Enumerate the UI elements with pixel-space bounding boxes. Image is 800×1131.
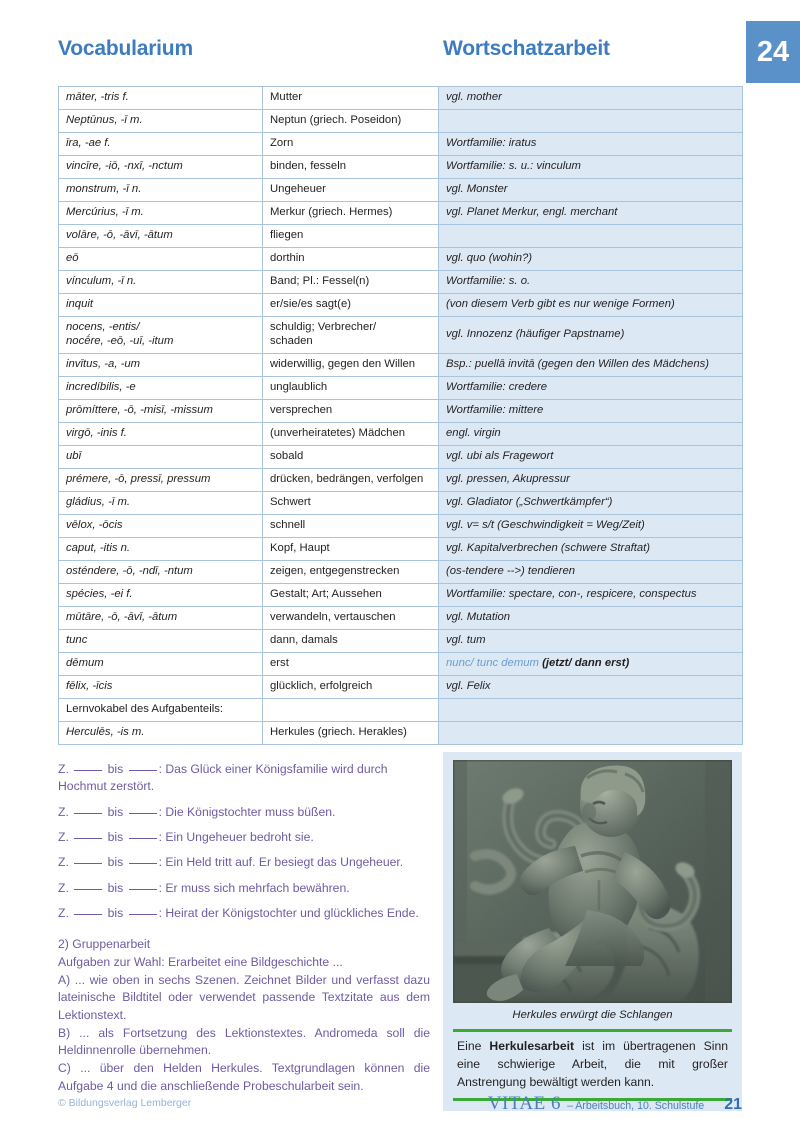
vocabulary-row bbox=[59, 376, 743, 399]
vocab-latin-cell: incredíbilis, -e bbox=[59, 376, 263, 399]
group-work-block bbox=[58, 936, 430, 1095]
vocab-latin-cell: vincīre, -iō, -nxī, -nctum bbox=[59, 156, 263, 179]
vocab-note-cell: vgl. v= s/t (Geschwindigkeit = Weg/Zeit) bbox=[439, 514, 743, 537]
task-line bbox=[58, 853, 430, 871]
vocab-note-cell: Wortfamilie: credere bbox=[439, 376, 743, 399]
vocab-note-cell: Wortfamilie: spectare, con-, respicere, conspectus bbox=[439, 583, 743, 606]
vocab-latin-cell: Mercúrius, -ī m. bbox=[59, 202, 263, 225]
vocab-german-cell: dorthin bbox=[263, 248, 439, 271]
vocab-note-cell bbox=[439, 652, 743, 675]
vocabulary-row bbox=[59, 271, 743, 294]
vocabulary-row bbox=[59, 698, 743, 721]
task-line-middle: bis bbox=[104, 804, 127, 819]
task-line bbox=[58, 879, 430, 897]
group-work-option-c: C) ... über den Helden Herkules. Textgrundlagen können die Aufgabe 4 und die anschließende Probeschularbeit sein. bbox=[58, 1061, 430, 1093]
vocab-german-cell: Kopf, Haupt bbox=[263, 537, 439, 560]
task-line-prefix: Z. bbox=[58, 905, 69, 920]
vocab-latin-cell: volāre, -ō, -āvī, -ātum bbox=[59, 225, 263, 248]
footer-copyright: © Bildungsverlag Lemberger bbox=[58, 1097, 192, 1109]
vocab-latin-cell: Herculēs, -is m. bbox=[59, 721, 263, 744]
vocab-latin-cell: fēlix, -īcis bbox=[59, 675, 263, 698]
vocab-latin-cell: tunc bbox=[59, 629, 263, 652]
vocab-german-cell: er/sie/es sagt(e) bbox=[263, 294, 439, 317]
vocab-latin-cell: monstrum, -ī n. bbox=[59, 179, 263, 202]
vocab-note-cell: vgl. Planet Merkur, engl. merchant bbox=[439, 202, 743, 225]
task-line-middle: bis bbox=[104, 762, 127, 776]
vocab-note-cell: vgl. Felix bbox=[439, 675, 743, 698]
illustration-panel bbox=[443, 752, 742, 1111]
vocab-latin-cell: vēlox, -ōcis bbox=[59, 514, 263, 537]
vocab-note-cell: engl. virgin bbox=[439, 422, 743, 445]
task-line bbox=[58, 760, 430, 796]
vocabulary-row bbox=[59, 87, 743, 110]
task-line bbox=[58, 904, 430, 922]
task-blank-from[interactable] bbox=[74, 853, 102, 864]
vocab-german-cell: schnell bbox=[263, 514, 439, 537]
vocab-german-cell: Gestalt; Art; Aussehen bbox=[263, 583, 439, 606]
group-work-option-b: B) ... als Fortsetzung des Lektionstextes. Andromeda soll die Heldinnenrolle übernehmen. bbox=[58, 1025, 430, 1058]
vocabulary-row bbox=[59, 422, 743, 445]
vocab-german-cell: erst bbox=[263, 652, 439, 675]
vocab-german-cell: drücken, bedrängen, verfolgen bbox=[263, 468, 439, 491]
vocab-note-cell: (von diesem Verb gibt es nur wenige Formen) bbox=[439, 294, 743, 317]
page-title-latin: Vocabularium bbox=[58, 37, 193, 60]
group-work-intro: Aufgaben zur Wahl: Erarbeitet eine Bildgeschichte ... bbox=[58, 954, 343, 969]
vocab-note-cell: Wortfamilie: iratus bbox=[439, 133, 743, 156]
task-blank-to[interactable] bbox=[129, 828, 157, 839]
vocab-german-cell: unglaublich bbox=[263, 376, 439, 399]
vocab-note-bold: (jetzt/ dann erst) bbox=[542, 657, 630, 670]
task-line-prefix: Z. bbox=[58, 880, 69, 895]
task-blank-to[interactable] bbox=[129, 760, 157, 771]
vocabulary-row bbox=[59, 445, 743, 468]
vocab-german-cell: widerwillig, gegen den Willen bbox=[263, 353, 439, 376]
vocab-german-cell: schuldig; Verbrecher/ schaden bbox=[263, 317, 439, 354]
vocab-german-cell: glücklich, erfolgreich bbox=[263, 675, 439, 698]
task-line-middle: bis bbox=[104, 855, 127, 870]
vocab-german-cell: Ungeheuer bbox=[263, 179, 439, 202]
vocabulary-row bbox=[59, 675, 743, 698]
vocab-note-cell: vgl. mother bbox=[439, 87, 743, 110]
task-line-prefix: Z. bbox=[58, 855, 69, 870]
vocab-latin-cell: ubī bbox=[59, 445, 263, 468]
vocabulary-row bbox=[59, 606, 743, 629]
relief-hercules-strangling-snakes bbox=[453, 760, 732, 1003]
task-blank-from[interactable] bbox=[74, 828, 102, 839]
vocab-german-cell: versprechen bbox=[263, 399, 439, 422]
task-line-text: : Das Glück einer Königsfamilie wird durch Hochmut zerstört. bbox=[58, 762, 388, 794]
info-box-before: Eine bbox=[457, 1039, 490, 1053]
task-line-text: : Ein Ungeheuer bedroht sie. bbox=[158, 829, 314, 844]
vocab-latin-cell: māter, -tris f. bbox=[59, 87, 263, 110]
vocab-german-cell: (unverheiratetes) Mädchen bbox=[263, 422, 439, 445]
vocabulary-row bbox=[59, 468, 743, 491]
task-line-text: : Er muss sich mehrfach bewähren. bbox=[158, 880, 350, 895]
vocab-note-cell: vgl. tum bbox=[439, 629, 743, 652]
vocab-latin-cell: īra, -ae f. bbox=[59, 133, 263, 156]
vocab-german-cell: Neptun (griech. Poseidon) bbox=[263, 110, 439, 133]
vocab-german-cell: zeigen, entgegenstrecken bbox=[263, 560, 439, 583]
vocab-latin-cell: osténdere, -ō, -ndī, -ntum bbox=[59, 560, 263, 583]
vocab-latin-cell: nocens, -entis/ nocḗre, -eō, -uī, -itum bbox=[59, 317, 263, 354]
info-box-after: ist im übertragenen Sinn eine schwierige Arbeit, die mit großer Anstrengung bewältigt werden kann. bbox=[457, 1039, 728, 1089]
task-blank-from[interactable] bbox=[74, 904, 102, 915]
group-work-heading: 2) Gruppenarbeit bbox=[58, 937, 151, 952]
vocab-latin-cell: gládius, -ī m. bbox=[59, 491, 263, 514]
vocab-latin-cell: spécies, -ei f. bbox=[59, 583, 263, 606]
lesson-number-badge: 24 bbox=[746, 21, 800, 83]
vocab-note-cell bbox=[439, 698, 743, 721]
vocab-note-cell bbox=[439, 225, 743, 248]
vocab-german-cell: Mutter bbox=[263, 87, 439, 110]
task-line-text: : Ein Held tritt auf. Er besiegt das Ungeheuer. bbox=[158, 855, 404, 870]
vocab-latin-cell: virgō, -inis f. bbox=[59, 422, 263, 445]
vocabulary-row bbox=[59, 652, 743, 675]
group-work-option-a: A) ... wie oben in sechs Szenen. Zeichnet Bilder und verfasst dazu lateinische Bildtitel oder verwendet passende Textzitate aus dem Lektionstext. bbox=[58, 972, 430, 1023]
task-line-prefix: Z. bbox=[58, 804, 69, 819]
task-line-text: : Die Königstochter muss büßen. bbox=[158, 804, 336, 819]
task-line-prefix: Z. bbox=[58, 762, 69, 776]
task-line bbox=[58, 803, 430, 821]
task-blank-from[interactable] bbox=[74, 803, 102, 814]
vocab-german-cell-line2: schaden bbox=[270, 335, 313, 348]
vocab-note-cell: Bsp.: puellā invitā (gegen den Willen des Mädchens) bbox=[439, 353, 743, 376]
vocabulary-row bbox=[59, 721, 743, 744]
vocab-latin-cell: eō bbox=[59, 248, 263, 271]
task-blank-to[interactable] bbox=[129, 853, 157, 864]
vocabulary-row bbox=[59, 514, 743, 537]
vocab-note-cell: vgl. quo (wohin?) bbox=[439, 248, 743, 271]
vocab-note-cell: Wortfamilie: s. u.: vinculum bbox=[439, 156, 743, 179]
vocabulary-row bbox=[59, 248, 743, 271]
task-line-middle: bis bbox=[104, 880, 127, 895]
vocab-german-cell: Herkules (griech. Herakles) bbox=[263, 721, 439, 744]
page-title-german: Wortschatzarbeit bbox=[443, 37, 610, 60]
vocab-note-cell bbox=[439, 721, 743, 744]
task-line-text: : Heirat der Königstochter und glückliches Ende. bbox=[158, 905, 419, 920]
task-blank-to[interactable] bbox=[129, 879, 157, 890]
vocab-latin-cell: caput, -itis n. bbox=[59, 537, 263, 560]
vocab-note-cell: vgl. Mutation bbox=[439, 606, 743, 629]
task-line-list bbox=[58, 760, 430, 922]
page-footer bbox=[0, 1093, 800, 1117]
footer-series-subtitle: – Arbeitsbuch, 10. Schulstufe bbox=[566, 1100, 705, 1112]
vocab-german-cell: Merkur (griech. Hermes) bbox=[263, 202, 439, 225]
vocabulary-row bbox=[59, 156, 743, 179]
vocab-latin-cell: prōmíttere, -ō, -misī, -missum bbox=[59, 399, 263, 422]
vocab-german-cell: sobald bbox=[263, 445, 439, 468]
task-line-middle: bis bbox=[104, 905, 127, 920]
vocab-latin-cell: invītus, -a, -um bbox=[59, 353, 263, 376]
vocab-note-cell: (os-tendere -->) tendieren bbox=[439, 560, 743, 583]
footer-series-block bbox=[488, 1093, 742, 1115]
vocabulary-row bbox=[59, 179, 743, 202]
vocab-note-accent: nunc/ tunc demum bbox=[446, 657, 543, 670]
vocabulary-table bbox=[58, 86, 743, 745]
page-header bbox=[0, 0, 800, 86]
vocab-latin-cell: inquit bbox=[59, 294, 263, 317]
vocab-note-cell: vgl. pressen, Akupressur bbox=[439, 468, 743, 491]
vocabulary-row bbox=[59, 317, 743, 354]
footer-series-title: VITAE 6 bbox=[487, 1093, 561, 1114]
vocab-note-cell: vgl. Kapitalverbrechen (schwere Straftat) bbox=[439, 537, 743, 560]
vocabulary-row bbox=[59, 202, 743, 225]
task-line bbox=[58, 828, 430, 846]
vocabulary-row bbox=[59, 560, 743, 583]
vocab-note-cell: vgl. Monster bbox=[439, 179, 743, 202]
vocab-latin-cell: Lernvokabel des Aufgabenteils: bbox=[59, 698, 263, 721]
vocabulary-table-body bbox=[59, 87, 743, 745]
vocab-latin-cell-line2: nocḗre, -eō, -uī, -itum bbox=[66, 335, 174, 348]
image-caption: Herkules erwürgt die Schlangen bbox=[512, 1009, 673, 1021]
vocab-latin-cell: mūtāre, -ō, -āvī, -ātum bbox=[59, 606, 263, 629]
vocab-note-cell: vgl. ubi als Fragewort bbox=[439, 445, 743, 468]
task-blank-to[interactable] bbox=[129, 803, 157, 814]
vocab-note-cell: vgl. Gladiator („Schwertkämpfer“) bbox=[439, 491, 743, 514]
footer-page-number: 21 bbox=[724, 1096, 742, 1113]
vocabulary-row bbox=[59, 537, 743, 560]
task-line-prefix: Z. bbox=[58, 829, 69, 844]
vocabulary-row bbox=[59, 294, 743, 317]
vocab-latin-cell: dēmum bbox=[59, 652, 263, 675]
vocabulary-row bbox=[59, 133, 743, 156]
task-blank-from[interactable] bbox=[74, 879, 102, 890]
info-box-keyword: Herkulesarbeit bbox=[489, 1039, 575, 1053]
vocabulary-row bbox=[59, 110, 743, 133]
vocab-german-cell: fliegen bbox=[263, 225, 439, 248]
exercise-column bbox=[58, 760, 430, 1095]
vocab-note-cell bbox=[439, 110, 743, 133]
task-blank-from[interactable] bbox=[74, 760, 102, 771]
vocab-german-cell: Schwert bbox=[263, 491, 439, 514]
vocabulary-row bbox=[59, 399, 743, 422]
vocabulary-row bbox=[59, 353, 743, 376]
task-blank-to[interactable] bbox=[129, 904, 157, 915]
vocab-latin-cell: vínculum, -ī n. bbox=[59, 271, 263, 294]
vocab-latin-cell: prémere, -ō, pressī, pressum bbox=[59, 468, 263, 491]
vocabulary-row bbox=[59, 629, 743, 652]
task-line-middle: bis bbox=[104, 829, 127, 844]
vocab-german-cell bbox=[263, 698, 439, 721]
vocabulary-row bbox=[59, 583, 743, 606]
vocab-german-cell: dann, damals bbox=[263, 629, 439, 652]
vocab-german-cell: binden, fesseln bbox=[263, 156, 439, 179]
info-box-herkulesarbeit bbox=[453, 1029, 732, 1101]
vocab-german-cell: Band; Pl.: Fessel(n) bbox=[263, 271, 439, 294]
vocab-german-cell: verwandeln, vertauschen bbox=[263, 606, 439, 629]
vocabulary-row bbox=[59, 491, 743, 514]
vocab-note-cell: Wortfamilie: mittere bbox=[439, 399, 743, 422]
vocab-note-cell: vgl. Innozenz (häufiger Papstname) bbox=[439, 317, 743, 354]
vocab-latin-cell: Neptūnus, -ī m. bbox=[59, 110, 263, 133]
vocab-note-cell: Wortfamilie: s. o. bbox=[439, 271, 743, 294]
vocabulary-row bbox=[59, 225, 743, 248]
vocab-german-cell: Zorn bbox=[263, 133, 439, 156]
